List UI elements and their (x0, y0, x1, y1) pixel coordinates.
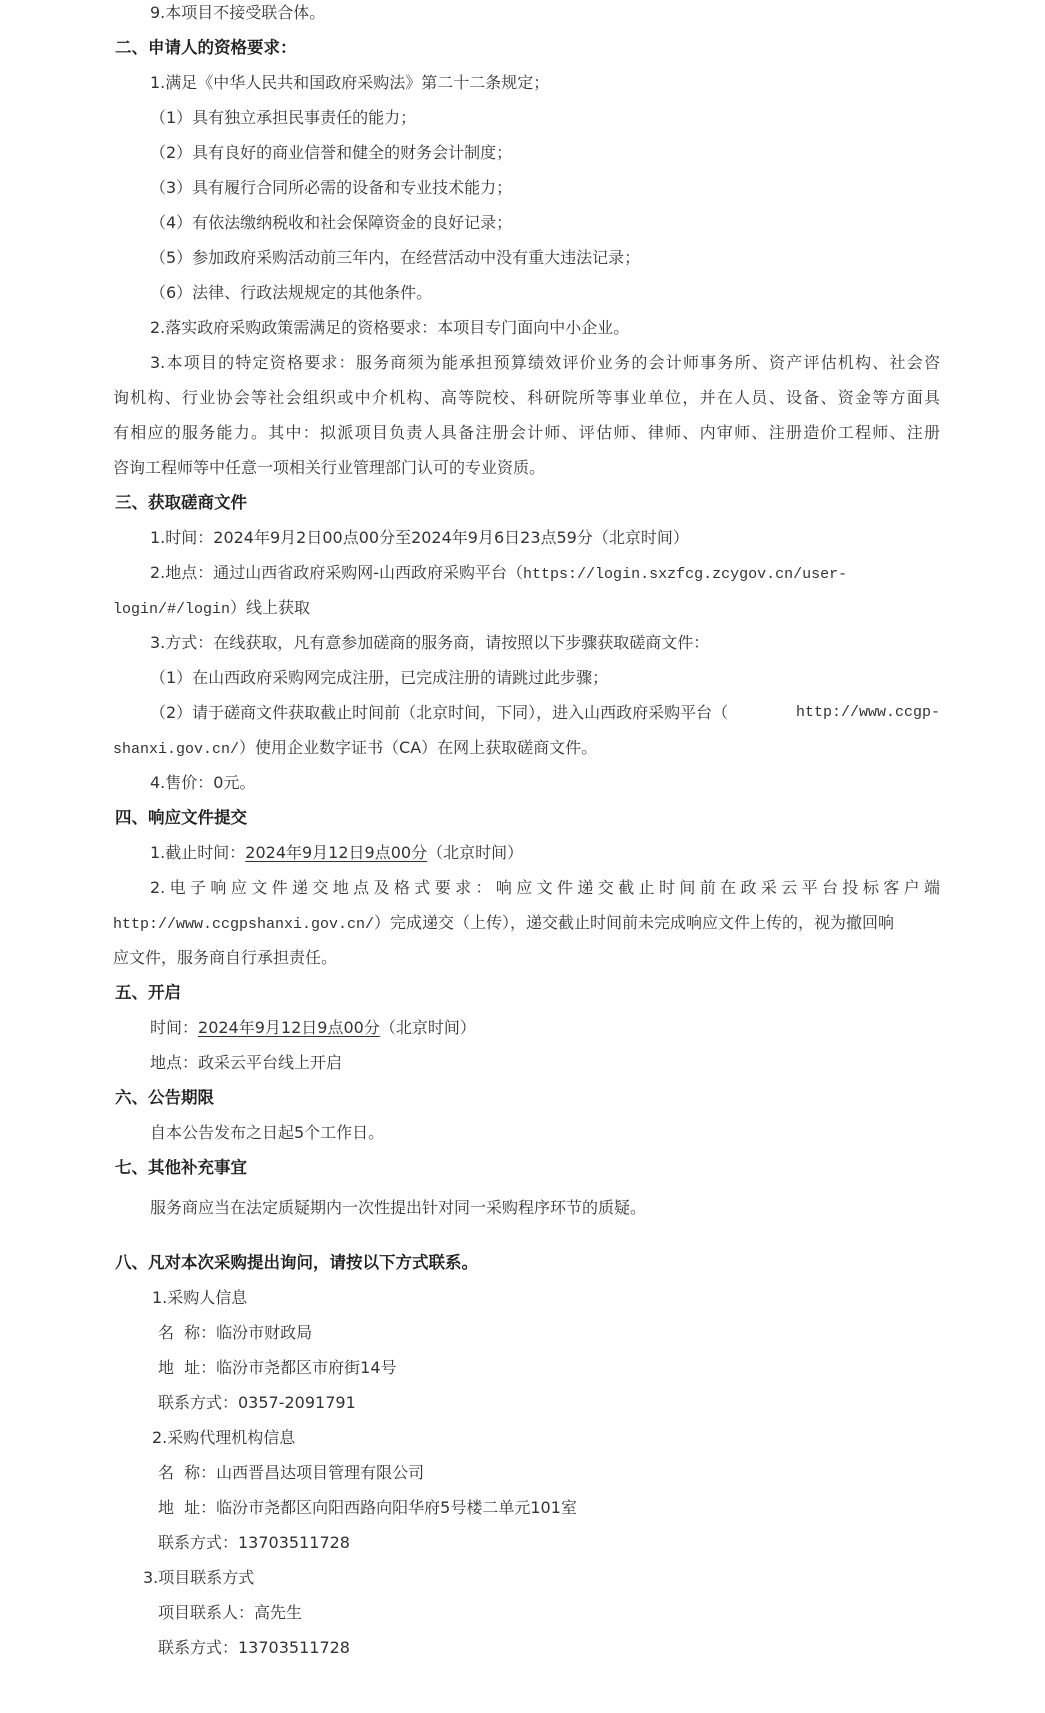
agency-phone: 联系方式：13703511728 (158, 1533, 350, 1552)
section-heading-obtain-documents: 三、获取磋商文件 (115, 493, 247, 512)
obtain-place-url-cont[interactable]: login/#/login (113, 601, 231, 618)
qualification-item-3-line-1: 3.本项目的特定资格要求：服务商须为能承担预算绩效评价业务的会计师事务所、资产评估机构、社会咨 (150, 353, 940, 372)
qualification-item-1: 1.满足《中华人民共和国政府采购法》第二十二条规定； (150, 73, 550, 92)
obtain-place-suffix: ）线上获取 (230, 598, 311, 617)
submission-requirements-line-2 (113, 912, 940, 936)
notice-period-text: 自本公告发布之日起5个工作日。 (150, 1123, 385, 1142)
qualification-condition-1: （1）具有独立承担民事责任的能力； (150, 108, 417, 127)
section-heading-notice-period: 六、公告期限 (115, 1088, 214, 1107)
project-contact-title: 3.项目联系方式 (143, 1568, 255, 1587)
obtain-method: 3.方式：在线获取，凡有意参加磋商的服务商，请按照以下步骤获取磋商文件： (150, 633, 710, 652)
opening-time (150, 1017, 476, 1039)
purchaser-phone: 联系方式：0357-2091791 (158, 1393, 356, 1412)
submission-requirements-text: ）完成递交（上传），递交截止时间前未完成响应文件上传的，视为撤回响 (374, 913, 895, 932)
project-contact-person: 项目联系人：高先生 (158, 1603, 303, 1622)
submission-deadline (150, 842, 523, 864)
qualification-item-3-line-3: 有相应的服务能力。其中：拟派项目负责人具备注册会计师、评估师、律师、内审师、注册造价工程师、注册 (113, 423, 940, 442)
purchaser-name: 名 称：临汾市财政局 (158, 1323, 313, 1342)
obtain-place-line-2 (113, 597, 310, 621)
submission-deadline-value: 2024年9月12日9点00分 (245, 843, 428, 862)
qualification-item-3-line-4: 咨询工程师等中任意一项相关行业管理部门认可的专业资质。 (113, 458, 546, 477)
item-9: 9.本项目不接受联合体。 (150, 3, 326, 22)
submission-deadline-label: 1.截止时间： (150, 843, 246, 862)
agency-info-title: 2.采购代理机构信息 (152, 1428, 296, 1447)
obtain-place-line-1 (150, 562, 847, 586)
section-heading-other-matters: 七、其他补充事宜 (115, 1158, 247, 1177)
other-matters-text: 服务商应当在法定质疑期内一次性提出针对同一采购程序环节的质疑。 (150, 1198, 647, 1217)
qualification-condition-3: （3）具有履行合同所必需的设备和专业技术能力； (150, 178, 513, 197)
obtain-step-2-suffix: ）使用企业数字证书（CA）在网上获取磋商文件。 (239, 738, 598, 757)
submission-url[interactable]: http://www.ccgpshanxi.gov.cn/ (113, 916, 375, 933)
section-heading-qualifications: 二、申请人的资格要求： (115, 38, 297, 57)
agency-address: 地 址：临汾市尧都区向阳西路向阳华府5号楼二单元101室 (158, 1498, 577, 1517)
obtain-place-text: 2.地点：通过山西省政府采购网-山西政府采购平台（ (150, 563, 524, 582)
purchaser-info-title: 1.采购人信息 (152, 1288, 248, 1307)
agency-name: 名 称：山西晋昌达项目管理有限公司 (158, 1463, 425, 1482)
obtain-step-2-url[interactable]: http://www.ccgp- (795, 704, 940, 721)
obtain-step-2-text: （2）请于磋商文件获取截止时间前（北京时间，下同），进入山西政府采购平台（ (150, 703, 729, 722)
section-heading-contact: 八、凡对本次采购提出询问，请按以下方式联系。 (115, 1253, 478, 1272)
obtain-price: 4.售价：0元。 (150, 773, 256, 792)
obtain-step-1: （1）在山西政府采购网完成注册，已完成注册的请跳过此步骤； (150, 668, 609, 687)
purchaser-address: 地 址：临汾市尧都区市府街14号 (158, 1358, 397, 1377)
section-heading-submission: 四、响应文件提交 (115, 808, 247, 827)
qualification-condition-4: （4）有依法缴纳税收和社会保障资金的良好记录； (150, 213, 513, 232)
submission-requirements-line-1: 2.电子响应文件递交地点及格式要求：响应文件递交截止时间前在政采云平台投标客户端 (150, 878, 940, 897)
obtain-time: 1.时间：2024年9月2日00点00分至2024年9月6日23点59分（北京时间） (150, 528, 689, 547)
obtain-step-2-line-2 (113, 737, 597, 761)
obtain-step-2-line-1 (150, 702, 940, 724)
obtain-step-2-url-cont[interactable]: shanxi.gov.cn/ (113, 741, 240, 758)
qualification-item-2: 2.落实政府采购政策需满足的资格要求：本项目专门面向中小企业。 (150, 318, 630, 337)
opening-time-label: 时间： (150, 1018, 199, 1037)
opening-time-value: 2024年9月12日9点00分 (198, 1018, 380, 1037)
opening-time-suffix: （北京时间） (379, 1018, 476, 1037)
qualification-condition-5: （5）参加政府采购活动前三年内，在经营活动中没有重大违法记录； (150, 248, 641, 267)
opening-place: 地点：政采云平台线上开启 (150, 1053, 343, 1072)
qualification-item-3-line-2: 询机构、行业协会等社会组织或中介机构、高等院校、科研院所等事业单位，并在人员、设备、资金等方面具 (113, 388, 940, 407)
submission-requirements-line-3: 应文件，服务商自行承担责任。 (113, 948, 338, 967)
section-heading-opening: 五、开启 (115, 983, 181, 1002)
obtain-place-url[interactable]: https://login.sxzfcg.zcygov.cn/user- (523, 566, 848, 583)
submission-deadline-suffix: （北京时间） (427, 843, 524, 862)
qualification-condition-2: （2）具有良好的商业信誉和健全的财务会计制度； (150, 143, 513, 162)
project-contact-phone: 联系方式：13703511728 (158, 1638, 350, 1657)
qualification-condition-6: （6）法律、行政法规规定的其他条件。 (150, 283, 433, 302)
